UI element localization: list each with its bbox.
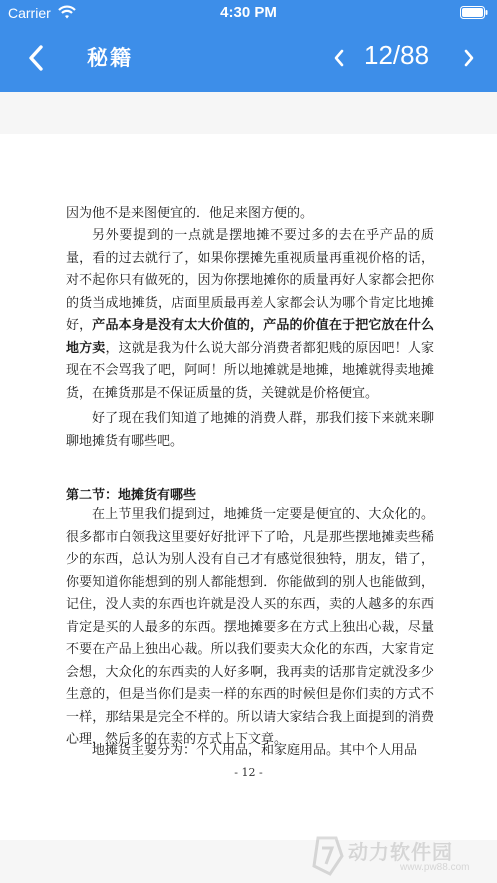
nav-bar (0, 26, 497, 92)
watermark-url: www.pw88.com (400, 862, 470, 873)
watermark-icon (310, 836, 344, 876)
chevron-right-icon (463, 49, 475, 67)
carrier-label: Carrier (8, 5, 51, 21)
watermark-text: 动力软件园 (348, 840, 453, 864)
chevron-left-icon (28, 45, 44, 71)
paragraph-text: 另外要提到的一点就是摆地摊不要过多的去在乎产品的质量，看的过去就行了，如果你摆摊先重视质量再重视价格的话，对不起你只有做死的，因为你摆地摊你的质量再好人家都会把你的货当成地摊货，店面里质最再差人家都会认为哪个肯定比地摊好， (66, 228, 434, 333)
section-heading: 第二节：地摊货有哪些 (66, 488, 197, 503)
reader-top-margin (0, 92, 497, 134)
paragraph: 好了现在我们知道了地摊的消费人群，那我们接下来就来聊聊地摊货有哪些吧。 (66, 411, 434, 449)
header (0, 0, 497, 92)
paragraph-text: ，这就是我为什么说大部分消费者都犯贱的原因吧！人家现在不会骂我了吧，阿呵！所以地摊就是地摊，地摊就得卖地摊货，在摊货那是不保证质量的货，关键就是价格便宜。 (66, 340, 434, 401)
page-title: 秘籍 (87, 46, 133, 70)
page-number: - 12 - (234, 766, 263, 779)
paragraph (66, 225, 434, 405)
watermark-logo (310, 832, 495, 882)
paragraph: 因为他不是来图便宜的．他足来图方便的。 (66, 206, 314, 221)
next-page-button[interactable] (455, 44, 483, 72)
back-button[interactable] (18, 40, 54, 76)
status-bar (0, 0, 497, 26)
battery-icon (460, 6, 488, 19)
emphasis-text: 产品本身是没有太大价值的，产品的价值在于把它放在什么地方卖 (66, 318, 434, 356)
paragraph: 地摊货主要分为：个人用品，和家庭用品。其中个人用品 (92, 743, 418, 758)
chevron-left-icon (333, 49, 345, 67)
page-counter: 12/88 (364, 40, 430, 70)
previous-page-button[interactable] (325, 44, 353, 72)
status-time: 4:30 PM (220, 4, 277, 21)
book-page[interactable] (0, 134, 497, 840)
paragraph: 在上节里我们提到过，地摊货一定要是便宜的、大众化的。很多都市白领我这里要好好批评下了哈，凡是那些摆地摊卖些稀少的东西，总认为别人没有自己才有感觉很独特，朋友，错了，你要知道你能想到的别人都能想到．你能做到的别人也能做到，记住，没人卖的东西也许就是没人买的东西，卖的人越多的东西肯定是买的人最多的东西。摆地摊要多在方式上独出心裁，尽量不要在产品上独出心裁。所以我们要卖大众化的东西，大家肯定会想，大众化的东西卖的人好多啊，我再卖的话那肯定就没多少生意的，但是当你们是卖一样的东西的时候但是你们卖的方式不一样，那结果是完全不样的。所以请大家结合我上面提到的消费心理，然后多的在卖的方式上下文章。 (66, 507, 434, 747)
